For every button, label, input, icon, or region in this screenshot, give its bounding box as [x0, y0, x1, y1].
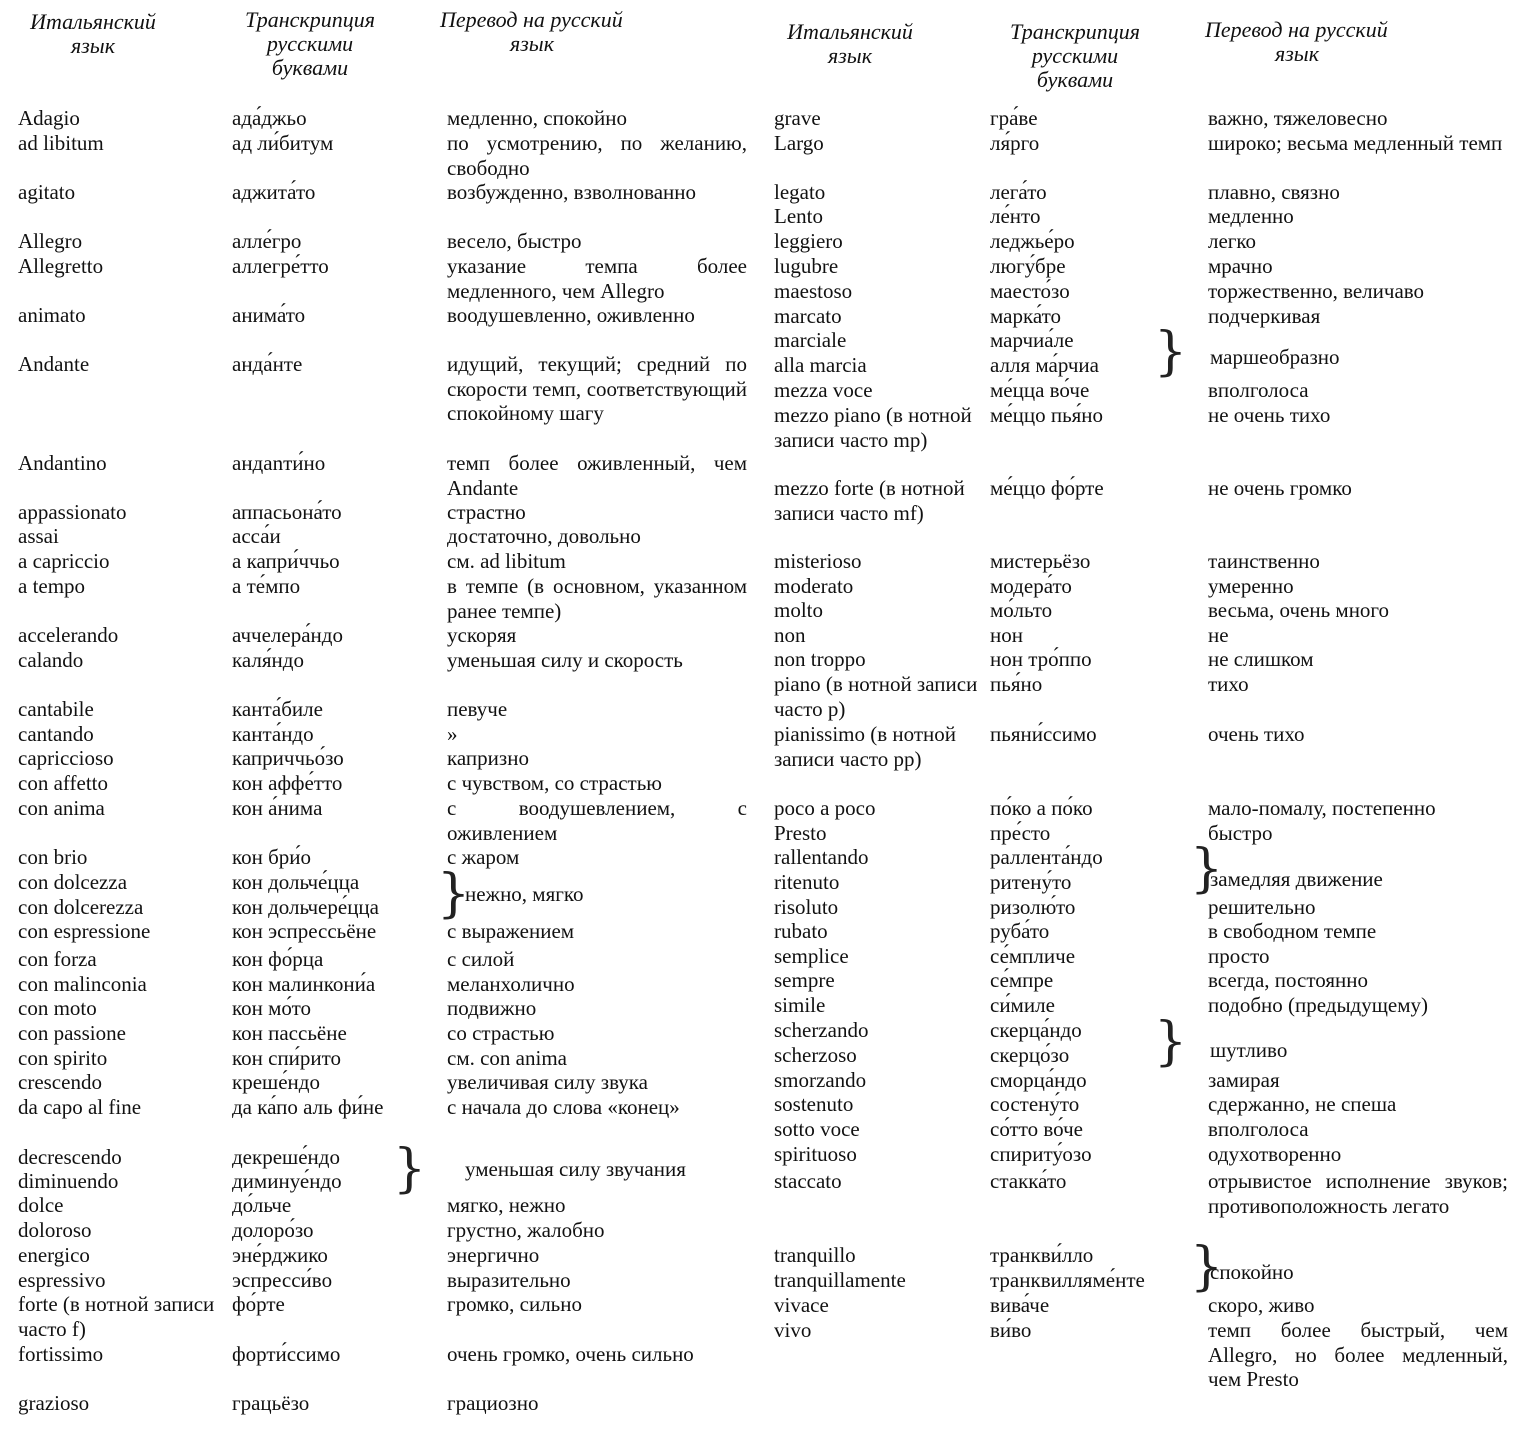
- transcription: ле́нто: [990, 204, 1041, 228]
- header-line: русскими: [266, 31, 354, 56]
- italian-term: sotto voce: [774, 1117, 860, 1141]
- transcription: кон фо́рца: [232, 947, 324, 971]
- translation: с жаром: [447, 845, 520, 869]
- transcription: ме́ццо пья́но: [990, 403, 1104, 427]
- grouped-translation: замедляя движение: [1210, 867, 1383, 891]
- transcription: ризолю́то: [990, 895, 1076, 919]
- translation: очень громко, очень сильно: [447, 1342, 694, 1366]
- brace-mark: }: [1190, 839, 1224, 899]
- transcription: ви́во: [990, 1318, 1032, 1342]
- header-transcription: [985, 20, 1165, 92]
- italian-term: tranquillamente: [774, 1268, 906, 1292]
- translation: темп более оживленный, чем Andante: [447, 451, 747, 500]
- italian-term: tranquillo: [774, 1243, 856, 1267]
- grouped-translation: шутливо: [1210, 1038, 1288, 1062]
- translation: легко: [1208, 229, 1257, 253]
- translation: не слишком: [1208, 647, 1314, 671]
- transcription: со́тто во́че: [990, 1117, 1083, 1141]
- header-line: Итальянский: [30, 9, 156, 34]
- translation: по усмотрению, по желанию, свободно: [447, 131, 747, 180]
- transcription: алле́гро: [232, 229, 302, 253]
- italian-term: forte (в нотной записи часто f): [18, 1292, 215, 1341]
- italian-term: mezzo forte (в нотной записи часто mf): [774, 476, 965, 525]
- transcription: канта́ндо: [232, 722, 314, 746]
- italian-term: Presto: [774, 821, 827, 845]
- translation: вполголоса: [1208, 1117, 1309, 1141]
- brace-mark: }: [1154, 322, 1188, 382]
- italian-term: con dolcezza: [18, 870, 128, 894]
- transcription: эне́рджико: [232, 1243, 328, 1267]
- grouped-translation: нежно, мягко: [465, 882, 584, 906]
- transcription: декреше́ндо: [232, 1145, 340, 1169]
- translation: см. con anima: [447, 1046, 567, 1070]
- italian-term: da capo al fine: [18, 1095, 142, 1119]
- translation: подчеркивая: [1208, 304, 1321, 328]
- transcription: мо́льто: [990, 598, 1053, 622]
- transcription: пре́сто: [990, 821, 1051, 845]
- transcription: руба́то: [990, 919, 1050, 943]
- transcription: се́мпре: [990, 968, 1054, 992]
- translation: медленно, спокойно: [447, 106, 627, 130]
- italian-term: a capriccio: [18, 549, 110, 573]
- italian-term: scherzoso: [774, 1043, 857, 1067]
- italian-term: doloroso: [18, 1218, 92, 1242]
- translation: сдержанно, не спеша: [1208, 1092, 1397, 1116]
- translation: с начала до слова «конец»: [447, 1095, 680, 1119]
- transcription: кон а́нима: [232, 796, 323, 820]
- italian-term: grave: [774, 106, 821, 130]
- italian-term: con forza: [18, 947, 97, 971]
- italian-term: accelerando: [18, 623, 119, 647]
- transcription: асса́и: [232, 524, 281, 548]
- transcription: кон спи́рито: [232, 1046, 342, 1070]
- italian-term: dolce: [18, 1193, 64, 1217]
- transcription: кон пассьёне: [232, 1021, 347, 1045]
- transcription: алля ма́рчиа: [990, 353, 1099, 377]
- left-column-block: [0, 0, 760, 1438]
- header-line: Транскрипция: [245, 7, 375, 32]
- transcription: мистерьёзо: [990, 549, 1091, 573]
- italian-term: con spirito: [18, 1046, 108, 1070]
- translation: страстно: [447, 500, 526, 524]
- italian-term: sostenuto: [774, 1092, 854, 1116]
- header-line: язык: [510, 31, 554, 56]
- header-transcription: [220, 8, 400, 80]
- header-line: Итальянский: [787, 19, 913, 44]
- transcription: ме́цца во́че: [990, 378, 1090, 402]
- italian-term: a tempo: [18, 574, 86, 598]
- translation: темп более быстрый, чем Allegro, но более медленный, чем Presto: [1208, 1318, 1508, 1391]
- header-translation: [440, 8, 700, 56]
- transcription: долоро́зо: [232, 1218, 314, 1242]
- transcription: а те́мпо: [232, 574, 301, 598]
- translation: подвижно: [447, 996, 537, 1020]
- transcription: пьяни́ссимо: [990, 722, 1097, 746]
- transcription: аджита́то: [232, 180, 316, 204]
- translation: мягко, нежно: [447, 1193, 566, 1217]
- header-line: язык: [1275, 41, 1319, 66]
- header-line: язык: [828, 43, 872, 68]
- brace-mark: }: [393, 1139, 427, 1199]
- italian-term: spirituoso: [774, 1142, 857, 1166]
- translation: очень тихо: [1208, 722, 1305, 746]
- italian-term: ritenuto: [774, 870, 840, 894]
- translation: в свободном темпе: [1208, 919, 1377, 943]
- transcription: кон малинкони́а: [232, 972, 376, 996]
- transcription: марка́то: [990, 304, 1062, 328]
- italian-term: con dolcerezza: [18, 895, 144, 919]
- translation: увеличивая силу звука: [447, 1070, 648, 1094]
- translation: со страстью: [447, 1021, 555, 1045]
- transcription: кон аффе́тто: [232, 771, 343, 795]
- translation: идущий, текущий; средний по скорости темп, соответствующий спокойному шагу: [447, 352, 747, 425]
- transcription: андanти́но: [232, 451, 326, 475]
- translation: всегда, постоянно: [1208, 968, 1368, 992]
- translation: не очень громко: [1208, 476, 1352, 500]
- translation: медленно: [1208, 204, 1294, 228]
- italian-term: con anima: [18, 796, 105, 820]
- italian-term: semplice: [774, 944, 849, 968]
- italian-term: marciale: [774, 328, 847, 352]
- italian-term: calando: [18, 648, 84, 672]
- transcription: каприччьо́зо: [232, 746, 344, 770]
- italian-term: poco a poco: [774, 796, 876, 820]
- header-line: Транскрипция: [1010, 19, 1140, 44]
- right-column-block: [770, 0, 1531, 1438]
- italian-term: con brio: [18, 845, 88, 869]
- transcription: лега́то: [990, 180, 1047, 204]
- transcription: сморца́ндо: [990, 1068, 1087, 1092]
- transcription: до́льче: [232, 1193, 292, 1217]
- italian-term: decrescendo: [18, 1145, 122, 1169]
- italian-term: non troppo: [774, 647, 866, 671]
- translation: не: [1208, 623, 1229, 647]
- italian-term: Allegretto: [18, 254, 104, 278]
- transcription: вива́че: [990, 1293, 1050, 1317]
- translation: воодушевленно, оживленно: [447, 303, 695, 327]
- grouped-translation: маршеобразно: [1210, 345, 1340, 369]
- italian-term: assai: [18, 524, 59, 548]
- header-line: буквами: [1036, 67, 1114, 92]
- translation: мало-помалу, постепенно: [1208, 796, 1436, 820]
- transcription: пья́но: [990, 672, 1043, 696]
- translation: »: [447, 722, 458, 746]
- transcription: ад ли́битум: [232, 131, 334, 155]
- transcription: а капри́ччьо: [232, 549, 340, 573]
- translation: быстро: [1208, 821, 1273, 845]
- translation: одухотворенно: [1208, 1142, 1342, 1166]
- header-line: буквами: [271, 55, 349, 80]
- italian-term: ad libitum: [18, 131, 104, 155]
- translation: указание темпа более медленного, чем Allegro: [447, 254, 747, 303]
- translation: мрачно: [1208, 254, 1273, 278]
- transcription: раллента́ндо: [990, 845, 1103, 869]
- italian-term: fortissimo: [18, 1342, 104, 1366]
- translation: с выражением: [447, 919, 575, 943]
- italian-term: espressivo: [18, 1268, 106, 1292]
- translation: плавно, связно: [1208, 180, 1340, 204]
- translation: таинственно: [1208, 549, 1320, 573]
- transcription: анима́то: [232, 303, 306, 327]
- italian-term: simile: [774, 993, 826, 1017]
- transcription: спириту́озо: [990, 1142, 1092, 1166]
- transcription: эспресси́во: [232, 1268, 333, 1292]
- translation: в темпе (в основном, указанном ранее темпе): [447, 574, 747, 623]
- transcription: люгу́бре: [990, 254, 1066, 278]
- translation: просто: [1208, 944, 1270, 968]
- italian-term: energico: [18, 1243, 90, 1267]
- header-line: русскими: [1031, 43, 1119, 68]
- italian-term: cantando: [18, 722, 94, 746]
- transcription: леджье́ро: [990, 229, 1075, 253]
- italian-term: con espressione: [18, 919, 151, 943]
- transcription: си́миле: [990, 993, 1055, 1017]
- transcription: ля́рго: [990, 131, 1040, 155]
- translation: тихо: [1208, 672, 1249, 696]
- italian-term: lugubre: [774, 254, 839, 278]
- transcription: кон бри́о: [232, 845, 312, 869]
- translation: торжественно, величаво: [1208, 279, 1425, 303]
- translation: грациозно: [447, 1391, 539, 1415]
- transcription: каля́ндо: [232, 648, 304, 672]
- translation: энергично: [447, 1243, 540, 1267]
- transcription: ме́ццо фо́рте: [990, 476, 1104, 500]
- transcription: форти́ссимо: [232, 1342, 341, 1366]
- italian-term: vivace: [774, 1293, 829, 1317]
- transcription: марчиа́ле: [990, 328, 1074, 352]
- transcription: да ка́по аль фи́не: [232, 1095, 384, 1119]
- translation: капризно: [447, 746, 529, 770]
- transcription: нон тро́ппо: [990, 647, 1092, 671]
- translation: возбужденно, взволнованно: [447, 180, 697, 204]
- translation: замирая: [1208, 1068, 1280, 1092]
- italian-term: maestoso: [774, 279, 853, 303]
- italian-term: mezza voce: [774, 378, 873, 402]
- italian-term: con passione: [18, 1021, 126, 1045]
- transcription: скерца́ндо: [990, 1018, 1082, 1042]
- transcription: се́мпличе: [990, 944, 1076, 968]
- italian-term: pianissimo (в нотной записи часто pp): [774, 722, 957, 771]
- italian-term: scherzando: [774, 1018, 869, 1042]
- translation: достаточно, довольно: [447, 524, 641, 548]
- italian-term: alla marcia: [774, 353, 867, 377]
- italian-term: mezzo piano (в нотной записи часто mp): [774, 403, 972, 452]
- italian-term: smorzando: [774, 1068, 867, 1092]
- transcription: нон: [990, 623, 1023, 647]
- transcription: ада́джьо: [232, 106, 307, 130]
- italian-term: vivo: [774, 1318, 812, 1342]
- italian-term: con affetto: [18, 771, 108, 795]
- header-translation: [1205, 18, 1465, 66]
- italian-term: appassionato: [18, 500, 127, 524]
- italian-term: Largo: [774, 131, 824, 155]
- italian-term: non: [774, 623, 806, 647]
- italian-term: Andantino: [18, 451, 107, 475]
- translation: вполголоса: [1208, 378, 1309, 402]
- italian-term: con malinconia: [18, 972, 147, 996]
- translation: не очень тихо: [1208, 403, 1331, 427]
- transcription: кон дольче́цца: [232, 870, 360, 894]
- italian-term: grazioso: [18, 1391, 90, 1415]
- translation: важно, тяжеловесно: [1208, 106, 1388, 130]
- translation: решительно: [1208, 895, 1316, 919]
- transcription: маесто́зо: [990, 279, 1070, 303]
- translation: скоро, живо: [1208, 1293, 1315, 1317]
- italian-term: marcato: [774, 304, 842, 328]
- transcription: анда́нте: [232, 352, 303, 376]
- transcription: аппасьона́то: [232, 500, 342, 524]
- transcription: креше́ндо: [232, 1070, 320, 1094]
- italian-term: crescendo: [18, 1070, 102, 1094]
- transcription: по́ко а по́ко: [990, 796, 1093, 820]
- transcription: фо́рте: [232, 1292, 285, 1316]
- transcription: аччелера́ндо: [232, 623, 343, 647]
- transcription: канта́биле: [232, 697, 323, 721]
- translation: ускоряя: [447, 623, 517, 647]
- italian-term: molto: [774, 598, 824, 622]
- transcription: грацьёзо: [232, 1391, 310, 1415]
- translation: широко; весьма медленный темп: [1208, 131, 1503, 155]
- italian-term: Adagio: [18, 106, 80, 130]
- brace-mark: }: [437, 864, 471, 924]
- transcription: диминуе́ндо: [232, 1169, 342, 1193]
- translation: грустно, жалобно: [447, 1218, 605, 1242]
- italian-term: piano (в нотной записи часто p): [774, 672, 978, 721]
- translation: подобно (предыдущему): [1208, 993, 1429, 1017]
- italian-term: moderato: [774, 574, 854, 598]
- translation: весело, быстро: [447, 229, 582, 253]
- header-line: язык: [71, 33, 115, 58]
- italian-term: sempre: [774, 968, 835, 992]
- italian-term: Lento: [774, 204, 823, 228]
- transcription: кон мо́то: [232, 996, 312, 1020]
- grouped-translation: уменьшая силу звучания: [465, 1157, 686, 1181]
- transcription: модера́то: [990, 574, 1072, 598]
- italian-term: con moto: [18, 996, 97, 1020]
- italian-term: cantabile: [18, 697, 94, 721]
- translation: отрывистое исполнение звуков; противоположность легато: [1208, 1169, 1508, 1218]
- italian-term: staccato: [774, 1169, 842, 1193]
- transcription: стакка́то: [990, 1169, 1067, 1193]
- transcription: скерцо́зо: [990, 1043, 1070, 1067]
- translation: громко, сильно: [447, 1292, 582, 1316]
- header-line: Перевод на русский: [1205, 17, 1388, 42]
- brace-mark: }: [1190, 1237, 1224, 1297]
- translation: см. ad libitum: [447, 549, 566, 573]
- translation: певуче: [447, 697, 508, 721]
- transcription: ритену́то: [990, 870, 1072, 894]
- transcription: аллегре́тто: [232, 254, 329, 278]
- italian-term: leggiero: [774, 229, 843, 253]
- italian-term: misterioso: [774, 549, 862, 573]
- italian-term: capriccioso: [18, 746, 114, 770]
- translation: с воодушевлением, с оживлением: [447, 796, 747, 845]
- italian-term: Allegro: [18, 229, 83, 253]
- italian-term: legato: [774, 180, 826, 204]
- brace-mark: }: [1154, 1012, 1188, 1072]
- transcription: транквилляме́нте: [990, 1268, 1145, 1292]
- translation: меланхолично: [447, 972, 575, 996]
- transcription: гра́ве: [990, 106, 1038, 130]
- italian-term: risoluto: [774, 895, 839, 919]
- italian-term: Andante: [18, 352, 90, 376]
- transcription: состену́то: [990, 1092, 1080, 1116]
- translation: уменьшая силу и скорость: [447, 648, 683, 672]
- italian-term: diminuendo: [18, 1169, 119, 1193]
- italian-term: rallentando: [774, 845, 869, 869]
- header-italian: [770, 20, 930, 68]
- transcription: кон эспрессьёне: [232, 919, 377, 943]
- translation: с силой: [447, 947, 515, 971]
- header-line: Перевод на русский: [440, 7, 623, 32]
- italian-term: rubato: [774, 919, 828, 943]
- translation: с чувством, со страстью: [447, 771, 662, 795]
- header-italian: [8, 10, 178, 58]
- translation: выразительно: [447, 1268, 571, 1292]
- italian-term: agitato: [18, 180, 76, 204]
- grouped-translation: спокойно: [1210, 1260, 1294, 1284]
- transcription: транкви́лло: [990, 1243, 1094, 1267]
- translation: весьма, очень много: [1208, 598, 1390, 622]
- translation: умеренно: [1208, 574, 1294, 598]
- transcription: кон дольчере́цца: [232, 895, 379, 919]
- italian-term: animato: [18, 303, 86, 327]
